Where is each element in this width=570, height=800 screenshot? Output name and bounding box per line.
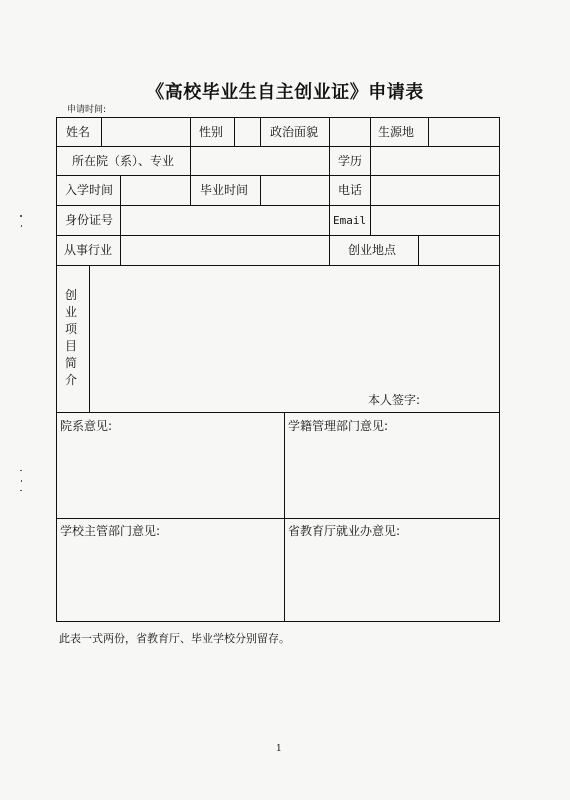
row-divider <box>56 265 500 266</box>
row-divider <box>56 205 500 206</box>
column-divider <box>190 117 191 146</box>
provincial-office-opinion-label: 省教育厅就业办意见: <box>288 524 401 538</box>
entry-time-label: 入学时间 <box>65 183 114 197</box>
scan-speck <box>20 470 22 471</box>
column-divider <box>370 205 371 235</box>
column-divider <box>329 146 330 175</box>
form-copy-note: 此表一式两份，省教育厅、毕业学校分别留存。 <box>59 632 290 645</box>
school-management-opinion-label: 学校主管部门意见: <box>60 524 161 538</box>
scan-speck <box>20 490 22 491</box>
department-opinion-label: 院系意见: <box>60 419 113 433</box>
column-divider <box>418 235 419 265</box>
education-label: 学历 <box>338 153 363 168</box>
form-table-border <box>56 117 500 622</box>
name-label: 姓名 <box>66 124 91 139</box>
column-divider <box>428 117 429 146</box>
scan-speck <box>21 480 22 482</box>
registrar-opinion-label: 学籍管理部门意见: <box>288 419 389 433</box>
column-divider <box>190 146 191 175</box>
email-label: Email <box>333 213 367 227</box>
document-title: 《高校毕业生自主创业证》申请表 <box>146 82 424 103</box>
column-divider <box>329 175 330 205</box>
column-divider <box>260 117 261 146</box>
startup-project-summary-label: 创业项目简介 <box>64 288 77 387</box>
column-divider <box>370 117 371 146</box>
opinion-row-divider <box>56 518 500 519</box>
column-divider <box>234 117 235 146</box>
column-divider <box>370 146 371 175</box>
column-divider <box>329 235 330 265</box>
column-divider <box>260 175 261 205</box>
id-number-label: 身份证号 <box>65 213 114 227</box>
industry-label: 从事行业 <box>64 243 113 257</box>
column-divider <box>329 205 330 235</box>
column-divider <box>329 117 330 146</box>
gender-label: 性别 <box>199 124 224 139</box>
page-number: 1 <box>276 744 282 754</box>
apply-time-label: 申请时间: <box>67 105 107 115</box>
project-label-divider <box>89 265 90 412</box>
phone-label: 电话 <box>338 183 363 197</box>
column-divider <box>101 117 102 146</box>
column-divider <box>120 205 121 235</box>
column-divider <box>120 175 121 205</box>
row-divider <box>56 235 500 236</box>
scan-speck <box>20 215 22 217</box>
scan-speck <box>21 225 22 227</box>
applicant-signature-label: 本人签字: <box>368 393 421 407</box>
startup-location-label: 创业地点 <box>348 243 397 257</box>
column-divider <box>370 175 371 205</box>
school-department-label: 所在院（系）、专业 <box>72 153 175 168</box>
political-status-label: 政治面貌 <box>270 124 319 139</box>
origin-label: 生源地 <box>378 124 415 139</box>
project-section-divider <box>56 412 500 413</box>
graduation-time-label: 毕业时间 <box>200 183 249 197</box>
row-divider <box>56 175 500 176</box>
column-divider <box>190 175 191 205</box>
opinion-column-divider <box>284 412 285 622</box>
column-divider <box>120 235 121 265</box>
